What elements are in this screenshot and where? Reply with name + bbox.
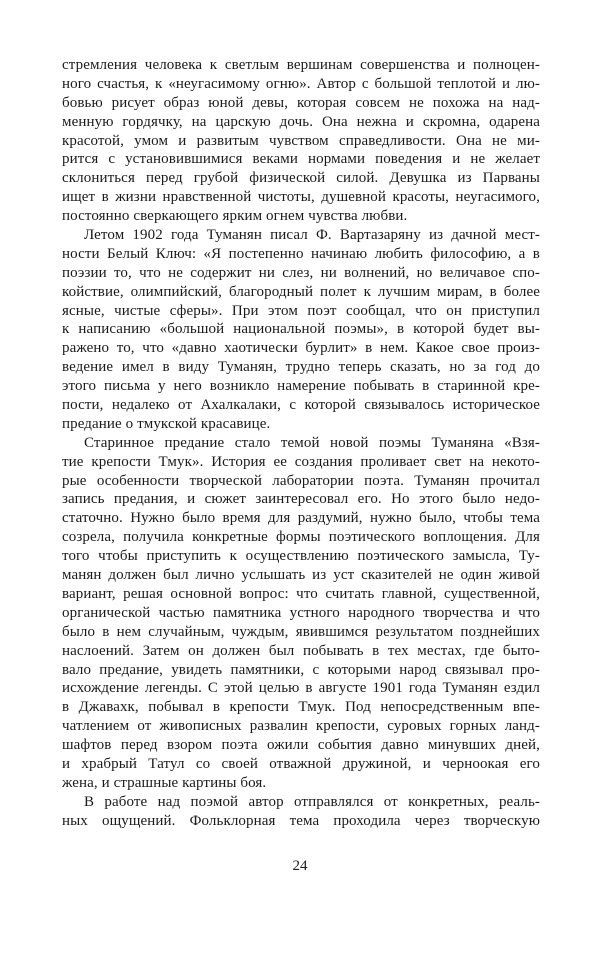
text-line: органической частью памятника устного народного творчества и что [62, 604, 540, 621]
text-line: ражено то, что «давно хаотически бурлит» в нем. Какое свое произ- [62, 340, 540, 357]
text-line: тие крепости Тмук». История ее создания проливает свет на некото- [62, 453, 540, 470]
text-line: поэзии то, что не содержит ни слез, ни волнений, но величавое спо- [62, 264, 540, 281]
text-line: бовью рисует образ юной девы, которая совсем не похожа на над- [62, 94, 540, 111]
text-line: того чтобы приступить к осуществлению поэтического замысла, Ту- [62, 548, 540, 565]
text-line: склониться перед грубой физической силой. Девушка из Парваны [62, 170, 540, 187]
text-line: ности Белый Ключ: «Я постепенно начинаю любить философию, а в [62, 245, 540, 262]
text-line: ищет в жизни нравственной чистоты, душевной красоты, неугасимого, [62, 189, 540, 206]
text-line: В работе над поэмой автор отправлялся от конкретных, реаль- [84, 793, 540, 810]
text-line: шафтов перед взором поэта ожили события давно минувших дней, [62, 737, 540, 754]
text-line: этого письма у него возникло намерение побывать в старинной кре- [62, 378, 540, 395]
text-line: вариант, решая основной вопрос: что считать главной, существенной, [62, 585, 540, 602]
text-line: манян должен был лично услышать из уст сказителей не один живой [62, 567, 540, 584]
text-line: койствие, олимпийский, благородный полет к лучшим мирам, в более [62, 283, 540, 300]
text-line: Летом 1902 года Туманян писал Ф. Вартазаряну из дачной мест- [84, 227, 540, 244]
text-line: рые особенности творческой лаборатории поэта. Туманян прочитал [62, 472, 540, 489]
text-line: ных ощущений. Фольклорная тема проходила через творческую [62, 812, 540, 829]
text-line: вало предание, увидеть памятники, с которыми народ связывал про- [62, 661, 540, 678]
text-line: чатлением от живописных развалин крепости, суровых горных ланд- [62, 718, 540, 735]
text-line: ного счастья, к «неугасимому огню». Автор с большой теплотой и лю- [62, 75, 540, 92]
text-line: наслоений. Затем он должен был побывать в тех местах, где быто- [62, 642, 540, 659]
text-line: к написанию «большой национальной поэмы», в которой будет вы- [62, 321, 540, 338]
text-line: стремления человека к светлым вершинам совершенства и полноцен- [62, 57, 540, 73]
text-line: постоянно сверкающего ярким огнем чувства любви. [62, 208, 408, 225]
text-line: исхождение легенды. С этой целью в августе 1901 года Туманян ездил [62, 680, 540, 697]
text-line: менную гордячку, на царскую дочь. Она нежна и скромна, одарена [62, 113, 540, 130]
page-number: 24 [292, 858, 308, 874]
text-line: и храбрый Татул со своей отважной дружиной, и черноокая его [62, 755, 540, 772]
text-line: в Джавахк, побывал в крепости Тмук. Под непосредственным впе- [62, 699, 540, 716]
text-line: жена, и страшные картины боя. [62, 774, 267, 791]
text-body [62, 56, 540, 831]
text-line: созрела, получила конкретные формы поэтического воплощения. Для [62, 529, 540, 546]
text-line: запись предания, и сюжет заинтересовал его. Но этого было недо- [62, 491, 540, 508]
text-line: пости, недалеко от Ахалкалаки, с которой связывалось историческое [62, 397, 540, 414]
text-line: статочно. Нужно было время для раздумий, нужно было, чтобы тема [62, 510, 540, 527]
text-line: было в нем случайным, чуждым, явившимся результатом позднейших [62, 623, 540, 640]
text-line: предание о тмукской красавице. [62, 415, 271, 432]
text-line: ясные, чистые сферы». При этом поэт сообщал, что он приступил [62, 302, 540, 319]
text-line: Старинное предание стало темой новой поэмы Туманяна «Взя- [84, 434, 540, 451]
text-line: красотой, умом и развитым чувством справедливости. Она не ми- [62, 132, 540, 149]
text-line: рится с установившимися веками нормами поведения и не желает [62, 151, 540, 168]
text-line: ведение имел в виду Туманян, трудно теперь сказать, но за год до [62, 359, 540, 376]
